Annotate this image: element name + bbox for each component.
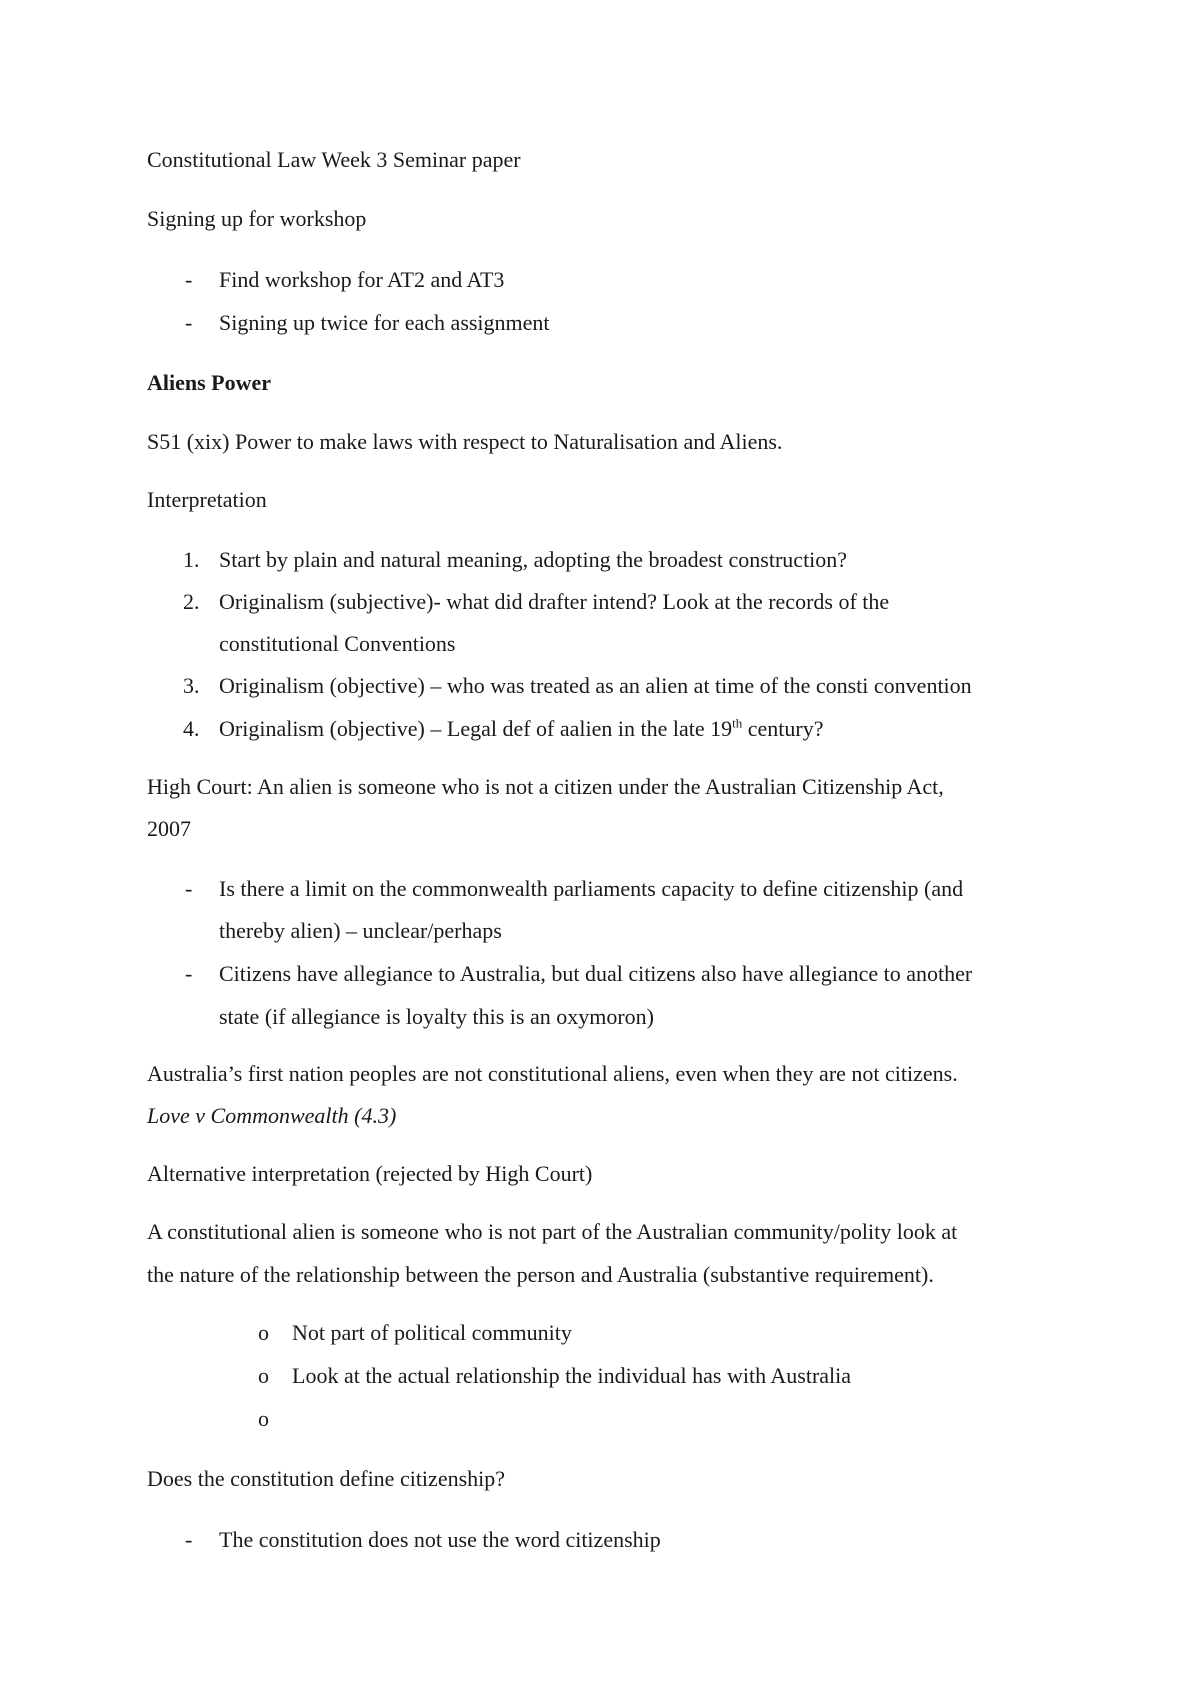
high-court-item: Is there a limit on the commonwealth parliaments capacity to define citizenship (and (219, 876, 964, 901)
interpretation-item: Originalism (objective) – who was treated as an alien at time of the consti convention (219, 673, 972, 698)
s51-paragraph: S51 (xix) Power to make laws with respect to Naturalisation and Aliens. (147, 429, 783, 454)
alternative-paragraph: A constitutional alien is someone who is not part of the Australian community/polity look at (147, 1219, 958, 1244)
list-number: 3. (183, 673, 200, 698)
list-number: 4. (183, 716, 200, 741)
interpretation-item: Start by plain and natural meaning, adopting the broadest construction? (219, 547, 848, 572)
high-court-paragraph: High Court: An alien is someone who is not a citizen under the Australian Citizenship Act, (147, 774, 944, 799)
circle-bullet: o (258, 1363, 269, 1388)
circle-bullet: o (258, 1406, 269, 1431)
define-citizenship-heading: Does the constitution define citizenship? (147, 1466, 506, 1491)
superscript-th: th (732, 715, 743, 731)
high-court-item-continued: state (if allegiance is loyalty this is an oxymoron) (219, 1004, 655, 1029)
high-court-paragraph-continued: 2007 (147, 816, 191, 841)
dash-bullet: - (185, 876, 193, 901)
interpretation-item (219, 715, 824, 743)
interpretation-item: Originalism (subjective)- what did drafter intend? Look at the records of the (219, 589, 890, 614)
define-citizenship-item: The constitution does not use the word citizenship (219, 1527, 661, 1552)
interpretation-heading: Interpretation (147, 487, 267, 512)
aliens-power-heading: Aliens Power (147, 370, 272, 395)
high-court-item-continued: thereby alien) – unclear/perhaps (219, 918, 502, 943)
high-court-item: Citizens have allegiance to Australia, but dual citizens also have allegiance to another (219, 961, 973, 986)
list-number: 2. (183, 589, 200, 614)
alternative-item: Look at the actual relationship the individual has with Australia (292, 1363, 852, 1388)
workshop-item: Find workshop for AT2 and AT3 (219, 267, 505, 292)
dash-bullet: - (185, 310, 193, 335)
document-title: Constitutional Law Week 3 Seminar paper (147, 147, 521, 172)
alternative-item: Not part of political community (292, 1320, 572, 1345)
item-text-end: century? (742, 716, 824, 741)
dash-bullet: - (185, 961, 193, 986)
first-nations-paragraph: Australia’s first nation peoples are not constitutional aliens, even when they are not citizens. (147, 1061, 958, 1086)
list-number: 1. (183, 547, 200, 572)
dash-bullet: - (185, 267, 193, 292)
workshop-heading: Signing up for workshop (147, 206, 367, 231)
workshop-item: Signing up twice for each assignment (219, 310, 550, 335)
case-citation: Love v Commonwealth (4.3) (147, 1103, 397, 1128)
circle-bullet: o (258, 1320, 269, 1345)
alternative-heading: Alternative interpretation (rejected by High Court) (147, 1161, 593, 1186)
item-text: Originalism (objective) – Legal def of aalien in the late 19 (219, 716, 733, 741)
interpretation-item-continued: constitutional Conventions (219, 631, 456, 656)
alternative-paragraph-continued: the nature of the relationship between the person and Australia (substantive requirement). (147, 1262, 934, 1287)
dash-bullet: - (185, 1527, 193, 1552)
